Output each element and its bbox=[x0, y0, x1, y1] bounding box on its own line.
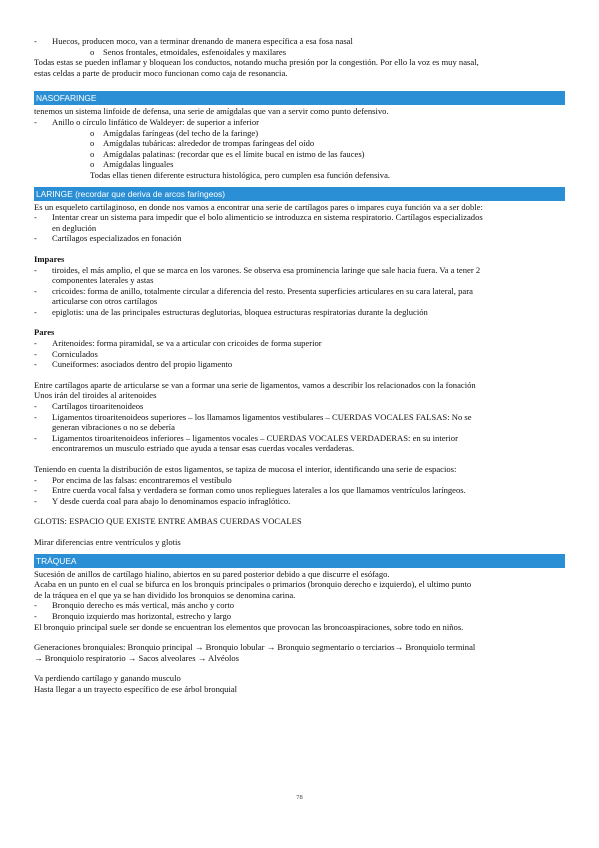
list-item bbox=[34, 401, 565, 412]
bullet-dash: - bbox=[34, 264, 37, 275]
paragraph-text: Amígdalas linguales bbox=[103, 159, 174, 170]
list-item-continuation bbox=[34, 296, 565, 307]
bullet-circle: o bbox=[90, 46, 95, 57]
paragraph-text: Aritenoides: forma piramidal, se va a articular con cricoides de forma superior bbox=[52, 338, 322, 349]
list-item bbox=[34, 485, 565, 496]
bullet-circle: o bbox=[90, 159, 95, 170]
paragraph-text: Entre cuerda vocal falsa y verdadera se forman como unos repliegues laterales a los que llamamos ventrículos laríngeos. bbox=[52, 485, 466, 496]
list-item bbox=[34, 36, 565, 47]
list-item-continuation bbox=[34, 443, 565, 454]
bullet-dash: - bbox=[34, 233, 37, 244]
glotis-statement: GLOTIS: ESPACIO QUE EXISTE ENTRE AMBAS CUERDAS VOCALES bbox=[34, 516, 302, 527]
paragraph-text: Unos irán del tiroides al aritenoides bbox=[34, 390, 157, 401]
bullet-dash: - bbox=[34, 474, 37, 485]
paragraph-text: tiroides, el más amplio, el que se marca en los varones. Se observa esa prominencia laringe que sale hacia fuera. Va a tener 2 bbox=[52, 264, 481, 275]
paragraph-text: Todas estas se pueden inflamar y bloquean los conductos, notando mucha presión por la congestión. Por ello la voz es muy nasal, bbox=[34, 57, 479, 68]
bullet-dash: - bbox=[34, 212, 37, 223]
paragraph-text: Hasta llegar a un trayecto específico de ese árbol bronquial bbox=[34, 683, 238, 694]
bullet-dash: - bbox=[34, 116, 37, 127]
paragraph-text: El bronquio principal suele ser donde se encuentran los elementos que provocan las broncoaspiraciones, sobre todo en niños. bbox=[34, 621, 464, 632]
paragraph-text: Ligamentos tiroaritenoideos inferiores – ligamentos vocales – CUERDAS VOCALES VERDADERAS: en su interior bbox=[52, 432, 458, 443]
paragraph-text: tenemos un sistema linfoide de defensa, una serie de amígdalas que van a servir como punto defensivo. bbox=[34, 106, 389, 117]
list-item bbox=[34, 496, 565, 507]
section-header-laringe: LARINGE (recordar que deriva de arcos faríngeos) bbox=[34, 187, 565, 201]
list-item bbox=[34, 475, 565, 486]
list-item bbox=[34, 433, 565, 444]
paragraph-text: Amígdalas faríngeas (del techo de la faringe) bbox=[103, 127, 259, 138]
paragraph-text: encontraremos un musculo estriado que ayuda a tensar esas cuerdas vocales verdaderas. bbox=[52, 443, 355, 454]
paragraph-text: Es un esqueleto cartilaginoso, en donde nos vamos a encontrar una serie de cartílagos pares o impares cuya función va a ser doble: bbox=[34, 201, 483, 212]
paragraph-text: Acaba en un punto en el cual se bifurca en los bronquis principales o primarios (bronquio derecho e izquierdo), el ultimo punto bbox=[34, 579, 472, 590]
subheading-pares: Pares bbox=[34, 327, 55, 338]
bullet-dash: - bbox=[34, 306, 37, 317]
paragraph-text: Corniculados bbox=[52, 348, 98, 359]
paragraph-text: Y desde cuerda coal para abajo lo denominamos espacio infraglótico. bbox=[52, 495, 291, 506]
paragraph-text: Cartílagos especializados en fonación bbox=[52, 233, 182, 244]
bullet-dash: - bbox=[34, 411, 37, 422]
paragraph-text: cricoides: forma de anillo, totalmente circular a diferencia del resto. Presenta superficies articulares en su cara lateral, para bbox=[52, 285, 473, 296]
paragraph-text: Cuneiformes: asociados dentro del propio ligamento bbox=[52, 359, 233, 370]
list-item bbox=[34, 117, 565, 128]
list-item-continuation bbox=[34, 422, 565, 433]
bullet-dash: - bbox=[34, 485, 37, 496]
paragraph-text: Todas ellas tienen diferente estructura histológica, pero cumplen esa función defensiva. bbox=[90, 169, 391, 180]
bullet-dash: - bbox=[34, 285, 37, 296]
bullet-dash: - bbox=[34, 338, 37, 349]
paragraph-text: Generaciones bronquiales: Bronquio principal → Bronquio lobular → Bronquio segmentario o terciarios→ Bronquiolo terminal bbox=[34, 642, 476, 653]
paragraph-text: de la tráquea en el que ya se han dividido los bronquios se denomina carina. bbox=[34, 589, 296, 600]
list-item bbox=[34, 338, 565, 349]
bullet-dash: - bbox=[34, 401, 37, 412]
list-item bbox=[34, 286, 565, 297]
list-item bbox=[34, 212, 565, 223]
paragraph-text: generan vibraciones o no se debería bbox=[52, 422, 175, 433]
paragraph-text: Por encima de las falsas: encontraremos el vestíbulo bbox=[52, 474, 232, 485]
paragraph-text: Va perdiendo cartílago y ganando musculo bbox=[34, 673, 181, 684]
paragraph-text: Teniendo en cuenta la distribución de estos ligamentos, se tapiza de mucosa el interior, identificando una serie de espacios: bbox=[34, 464, 457, 474]
subheading-impares: Impares bbox=[34, 253, 65, 264]
paragraph-text: → Bronquiolo respiratorio → Sacos alveolares → Alvéolos bbox=[34, 652, 240, 663]
list-item bbox=[34, 600, 565, 611]
sub-list-item bbox=[34, 138, 565, 149]
list-item bbox=[34, 611, 565, 622]
paragraph-text: Senos frontales, etmoidales, esfenoidales y maxilares bbox=[103, 46, 287, 57]
paragraph-text: Amígdalas tubáricas: alrededor de trompas faríngeas del oído bbox=[103, 138, 315, 149]
list-item bbox=[34, 265, 565, 276]
paragraph-text: Mirar diferencias entre ventrículos y glotis bbox=[34, 536, 181, 547]
paragraph-text: Amígdalas palatinas: (recordar que es el límite bucal en istmo de las fauces) bbox=[103, 148, 365, 159]
list-item bbox=[34, 307, 565, 318]
paragraph-text: en deglución bbox=[52, 222, 97, 233]
sub-list-item bbox=[34, 149, 565, 160]
paragraph-text: Sucesión de anillos de cartílago hialino, abiertos en su pared posterior debido a que discurre el esófago. bbox=[34, 568, 390, 579]
document-page bbox=[34, 36, 565, 695]
sub-list-item bbox=[34, 128, 565, 139]
paragraph-text: Intentar crear un sistema para impedir que el bolo alimenticio se introduzca en sistema respiratorio. Cartílagos especializados bbox=[52, 212, 483, 223]
bullet-circle: o bbox=[90, 138, 95, 149]
paragraph-text: Anillo o círculo linfático de Waldeyer: de superior a inferior bbox=[52, 116, 259, 127]
list-item-continuation bbox=[34, 275, 565, 286]
list-item bbox=[34, 349, 565, 360]
paragraph-text: Entre cartílagos aparte de articularse se van a formar una serie de ligamentos, vamos a describir los relacionados con la fonación bbox=[34, 379, 476, 390]
bullet-dash: - bbox=[34, 432, 37, 443]
bullet-dash: - bbox=[34, 359, 37, 370]
section-header-nasofaringe: NASOFARINGE bbox=[34, 91, 565, 105]
list-item-continuation bbox=[34, 223, 565, 234]
bullet-dash: - bbox=[34, 348, 37, 359]
paragraph-text: Bronquio derecho es más vertical, más ancho y corto bbox=[52, 600, 235, 611]
list-item bbox=[34, 412, 565, 423]
page-number: 78 bbox=[296, 794, 303, 801]
paragraph-text: componentes laterales y astas bbox=[52, 275, 154, 286]
paragraph-text: Ligamentos tiroaritenoideos superiores – los llamamos ligamentos vestibulares – CUERDAS VOCALES FALSAS: No se bbox=[52, 411, 472, 422]
bullet-dash: - bbox=[34, 610, 37, 621]
bullet-dash: - bbox=[34, 495, 37, 506]
bullet-dash: - bbox=[34, 600, 37, 611]
list-item bbox=[34, 233, 565, 244]
paragraph-text: Bronquio izquierdo mas horizontal, estrecho y largo bbox=[52, 610, 232, 621]
paragraph-text: articularse con otros cartílagos bbox=[52, 296, 158, 307]
paragraph-text: Huecos, producen moco, van a terminar drenando de manera específica a esa fosa nasal bbox=[52, 36, 353, 46]
bullet-circle: o bbox=[90, 148, 95, 159]
section-header-traquea: TRÁQUEA bbox=[34, 554, 565, 568]
list-item bbox=[34, 359, 565, 370]
bullet-circle: o bbox=[90, 127, 95, 138]
sub-list-item bbox=[34, 47, 565, 58]
paragraph-text: Cartílagos tiroaritenoideos bbox=[52, 401, 144, 412]
paragraph-text: estas celdas a parte de producir moco funcionan como caja de resonancia. bbox=[34, 67, 288, 78]
sub-list-item bbox=[34, 159, 565, 170]
paragraph-text: epiglotis: una de las principales estructuras deglutorias, bloquea estructuras respiratorias durante la deglución bbox=[52, 306, 428, 317]
bullet-dash: - bbox=[34, 36, 37, 46]
